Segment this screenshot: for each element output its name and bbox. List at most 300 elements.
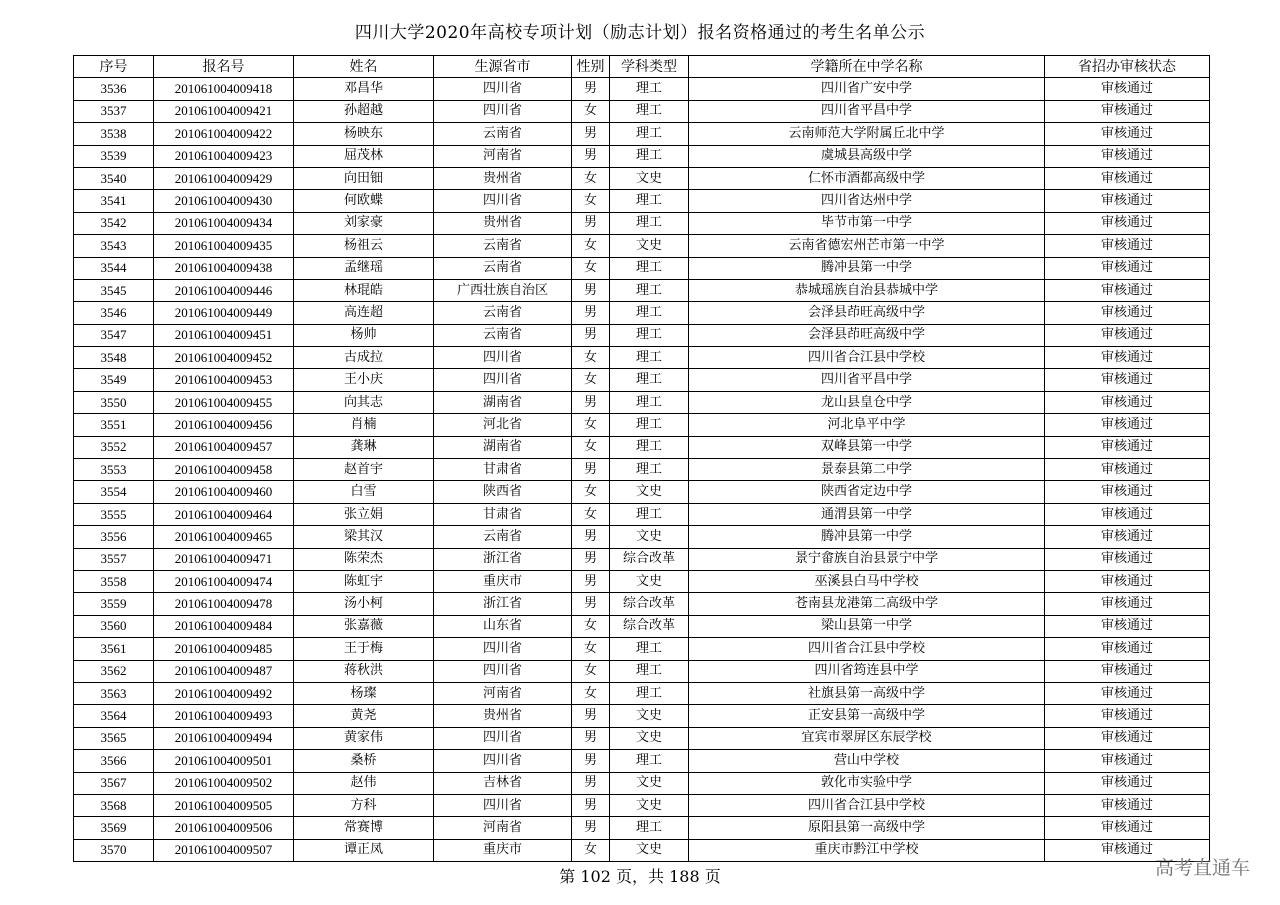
- school-cell: 云南师范大学附属丘北中学: [689, 123, 1045, 145]
- reg-no-cell: 201061004009460: [154, 481, 294, 503]
- reg-no-cell: 201061004009421: [154, 100, 294, 122]
- index-cell: 3551: [74, 414, 154, 436]
- status-cell: 审核通过: [1045, 78, 1210, 100]
- school-cell: 陕西省定边中学: [689, 481, 1045, 503]
- gender-cell: 女: [572, 660, 610, 682]
- school-cell: 毕节市第一中学: [689, 212, 1045, 234]
- reg-no-cell: 201061004009429: [154, 167, 294, 189]
- name-cell: 常赛博: [294, 817, 434, 839]
- reg-no-cell: 201061004009446: [154, 279, 294, 301]
- index-cell: 3539: [74, 145, 154, 167]
- index-cell: 3545: [74, 279, 154, 301]
- school-cell: 巫溪县白马中学校: [689, 570, 1045, 592]
- status-cell: 审核通过: [1045, 727, 1210, 749]
- name-cell: 刘家豪: [294, 212, 434, 234]
- index-cell: 3546: [74, 302, 154, 324]
- table-row: [74, 145, 1210, 167]
- page-title: 四川大学2020年高校专项计划（励志计划）报名资格通过的考生名单公示: [354, 23, 926, 43]
- subject-cell: 文史: [610, 481, 689, 503]
- gender-cell: 女: [572, 503, 610, 525]
- name-cell: 孟继瑶: [294, 257, 434, 279]
- school-cell: 四川省筠连县中学: [689, 660, 1045, 682]
- status-cell: 审核通过: [1045, 145, 1210, 167]
- roster-table: [73, 55, 1210, 862]
- table-body: [74, 78, 1210, 862]
- school-cell: 会泽县茚旺高级中学: [689, 302, 1045, 324]
- subject-cell: 理工: [610, 369, 689, 391]
- province-cell: 云南省: [434, 302, 572, 324]
- school-cell: 正安县第一高级中学: [689, 705, 1045, 727]
- gender-cell: 女: [572, 235, 610, 257]
- school-cell: 通渭县第一中学: [689, 503, 1045, 525]
- subject-cell: 理工: [610, 391, 689, 413]
- name-cell: 白雪: [294, 481, 434, 503]
- header-cell-status: 省招办审核状态: [1045, 56, 1210, 78]
- province-cell: 湖南省: [434, 391, 572, 413]
- header-cell-subject: 学科类型: [610, 56, 689, 78]
- province-cell: 甘肃省: [434, 459, 572, 481]
- school-cell: 梁山县第一中学: [689, 615, 1045, 637]
- subject-cell: 理工: [610, 817, 689, 839]
- gender-cell: 男: [572, 750, 610, 772]
- status-cell: 审核通过: [1045, 839, 1210, 861]
- school-cell: 宜宾市翠屏区东辰学校: [689, 727, 1045, 749]
- name-cell: 孙超越: [294, 100, 434, 122]
- index-cell: 3564: [74, 705, 154, 727]
- reg-no-cell: 201061004009478: [154, 593, 294, 615]
- subject-cell: 理工: [610, 212, 689, 234]
- status-cell: 审核通过: [1045, 347, 1210, 369]
- index-cell: 3565: [74, 727, 154, 749]
- reg-no-cell: 201061004009456: [154, 414, 294, 436]
- index-cell: 3552: [74, 436, 154, 458]
- status-cell: 审核通过: [1045, 459, 1210, 481]
- name-cell: 梁其汉: [294, 526, 434, 548]
- status-cell: 审核通过: [1045, 369, 1210, 391]
- name-cell: 杨帅: [294, 324, 434, 346]
- gender-cell: 女: [572, 414, 610, 436]
- name-cell: 高连超: [294, 302, 434, 324]
- index-cell: 3540: [74, 167, 154, 189]
- table-row: [74, 481, 1210, 503]
- index-cell: 3541: [74, 190, 154, 212]
- status-cell: 审核通过: [1045, 548, 1210, 570]
- header-cell-reg-no: 报名号: [154, 56, 294, 78]
- reg-no-cell: 201061004009501: [154, 750, 294, 772]
- table-row: [74, 660, 1210, 682]
- name-cell: 杨祖云: [294, 235, 434, 257]
- province-cell: 重庆市: [434, 570, 572, 592]
- gender-cell: 男: [572, 324, 610, 346]
- index-cell: 3566: [74, 750, 154, 772]
- subject-cell: 理工: [610, 638, 689, 660]
- status-cell: 审核通过: [1045, 123, 1210, 145]
- gender-cell: 男: [572, 459, 610, 481]
- table-row: [74, 369, 1210, 391]
- table-row: [74, 414, 1210, 436]
- province-cell: 四川省: [434, 660, 572, 682]
- index-cell: 3561: [74, 638, 154, 660]
- reg-no-cell: 201061004009493: [154, 705, 294, 727]
- gender-cell: 女: [572, 369, 610, 391]
- name-cell: 向田钿: [294, 167, 434, 189]
- school-cell: 腾冲县第一中学: [689, 526, 1045, 548]
- reg-no-cell: 201061004009423: [154, 145, 294, 167]
- table-row: [74, 279, 1210, 301]
- status-cell: 审核通过: [1045, 615, 1210, 637]
- subject-cell: 理工: [610, 190, 689, 212]
- index-cell: 3542: [74, 212, 154, 234]
- province-cell: 广西壮族自治区: [434, 279, 572, 301]
- reg-no-cell: 201061004009474: [154, 570, 294, 592]
- name-cell: 陈荣杰: [294, 548, 434, 570]
- index-cell: 3544: [74, 257, 154, 279]
- status-cell: 审核通过: [1045, 100, 1210, 122]
- school-cell: 四川省合江县中学校: [689, 794, 1045, 816]
- province-cell: 浙江省: [434, 548, 572, 570]
- school-cell: 四川省合江县中学校: [689, 638, 1045, 660]
- header-cell-gender: 性别: [572, 56, 610, 78]
- school-cell: 四川省广安中学: [689, 78, 1045, 100]
- province-cell: 四川省: [434, 727, 572, 749]
- reg-no-cell: 201061004009430: [154, 190, 294, 212]
- reg-no-cell: 201061004009458: [154, 459, 294, 481]
- table-row: [74, 212, 1210, 234]
- table-row: [74, 593, 1210, 615]
- reg-no-cell: 201061004009451: [154, 324, 294, 346]
- province-cell: 浙江省: [434, 593, 572, 615]
- index-cell: 3557: [74, 548, 154, 570]
- subject-cell: 文史: [610, 570, 689, 592]
- table-row: [74, 839, 1210, 861]
- gender-cell: 男: [572, 391, 610, 413]
- gender-cell: 男: [572, 302, 610, 324]
- province-cell: 四川省: [434, 638, 572, 660]
- province-cell: 云南省: [434, 123, 572, 145]
- subject-cell: 理工: [610, 100, 689, 122]
- province-cell: 山东省: [434, 615, 572, 637]
- reg-no-cell: 201061004009494: [154, 727, 294, 749]
- table-row: [74, 123, 1210, 145]
- status-cell: 审核通过: [1045, 750, 1210, 772]
- table-row: [74, 548, 1210, 570]
- gender-cell: 男: [572, 212, 610, 234]
- index-cell: 3554: [74, 481, 154, 503]
- name-cell: 陈虹宇: [294, 570, 434, 592]
- status-cell: 审核通过: [1045, 772, 1210, 794]
- province-cell: 云南省: [434, 324, 572, 346]
- table-row: [74, 526, 1210, 548]
- name-cell: 方科: [294, 794, 434, 816]
- index-cell: 3562: [74, 660, 154, 682]
- province-cell: 云南省: [434, 257, 572, 279]
- province-cell: 四川省: [434, 750, 572, 772]
- gender-cell: 女: [572, 638, 610, 660]
- gender-cell: 男: [572, 794, 610, 816]
- name-cell: 汤小柯: [294, 593, 434, 615]
- province-cell: 陕西省: [434, 481, 572, 503]
- name-cell: 龚琳: [294, 436, 434, 458]
- status-cell: 审核通过: [1045, 705, 1210, 727]
- table-row: [74, 302, 1210, 324]
- table-header-row: [74, 56, 1210, 78]
- reg-no-cell: 201061004009465: [154, 526, 294, 548]
- index-cell: 3536: [74, 78, 154, 100]
- name-cell: 杨璨: [294, 682, 434, 704]
- status-cell: 审核通过: [1045, 503, 1210, 525]
- school-cell: 双峰县第一中学: [689, 436, 1045, 458]
- gender-cell: 女: [572, 167, 610, 189]
- status-cell: 审核通过: [1045, 391, 1210, 413]
- school-cell: 原阳县第一高级中学: [689, 817, 1045, 839]
- gender-cell: 男: [572, 78, 610, 100]
- reg-no-cell: 201061004009485: [154, 638, 294, 660]
- gender-cell: 女: [572, 682, 610, 704]
- gender-cell: 女: [572, 347, 610, 369]
- name-cell: 肖楠: [294, 414, 434, 436]
- status-cell: 审核通过: [1045, 526, 1210, 548]
- gender-cell: 男: [572, 145, 610, 167]
- reg-no-cell: 201061004009457: [154, 436, 294, 458]
- subject-cell: 理工: [610, 682, 689, 704]
- school-cell: 四川省平昌中学: [689, 100, 1045, 122]
- name-cell: 王小庆: [294, 369, 434, 391]
- subject-cell: 理工: [610, 123, 689, 145]
- name-cell: 赵首宇: [294, 459, 434, 481]
- reg-no-cell: 201061004009507: [154, 839, 294, 861]
- school-cell: 仁怀市酒都高级中学: [689, 167, 1045, 189]
- status-cell: 审核通过: [1045, 570, 1210, 592]
- gender-cell: 女: [572, 615, 610, 637]
- name-cell: 黄尧: [294, 705, 434, 727]
- province-cell: 河北省: [434, 414, 572, 436]
- status-cell: 审核通过: [1045, 167, 1210, 189]
- school-cell: 会泽县茚旺高级中学: [689, 324, 1045, 346]
- index-cell: 3559: [74, 593, 154, 615]
- index-cell: 3549: [74, 369, 154, 391]
- subject-cell: 理工: [610, 302, 689, 324]
- province-cell: 四川省: [434, 369, 572, 391]
- school-cell: 云南省德宏州芒市第一中学: [689, 235, 1045, 257]
- school-cell: 四川省平昌中学: [689, 369, 1045, 391]
- name-cell: 林琨皓: [294, 279, 434, 301]
- province-cell: 吉林省: [434, 772, 572, 794]
- gender-cell: 女: [572, 436, 610, 458]
- subject-cell: 理工: [610, 78, 689, 100]
- gender-cell: 女: [572, 481, 610, 503]
- table-row: [74, 78, 1210, 100]
- subject-cell: 理工: [610, 660, 689, 682]
- province-cell: 重庆市: [434, 839, 572, 861]
- status-cell: 审核通过: [1045, 212, 1210, 234]
- index-cell: 3550: [74, 391, 154, 413]
- table-row: [74, 817, 1210, 839]
- school-cell: 重庆市黔江中学校: [689, 839, 1045, 861]
- index-cell: 3567: [74, 772, 154, 794]
- index-cell: 3568: [74, 794, 154, 816]
- index-cell: 3537: [74, 100, 154, 122]
- index-cell: 3547: [74, 324, 154, 346]
- name-cell: 张立娟: [294, 503, 434, 525]
- subject-cell: 文史: [610, 794, 689, 816]
- reg-no-cell: 201061004009452: [154, 347, 294, 369]
- name-cell: 黄家伟: [294, 727, 434, 749]
- status-cell: 审核通过: [1045, 682, 1210, 704]
- subject-cell: 理工: [610, 503, 689, 525]
- subject-cell: 理工: [610, 436, 689, 458]
- table-row: [74, 324, 1210, 346]
- province-cell: 四川省: [434, 347, 572, 369]
- table-row: [74, 100, 1210, 122]
- reg-no-cell: 201061004009449: [154, 302, 294, 324]
- reg-no-cell: 201061004009438: [154, 257, 294, 279]
- school-cell: 四川省合江县中学校: [689, 347, 1045, 369]
- status-cell: 审核通过: [1045, 481, 1210, 503]
- header-cell-school: 学籍所在中学名称: [689, 56, 1045, 78]
- table-row: [74, 727, 1210, 749]
- page-number: 第 102 页，共 188 页: [559, 867, 721, 886]
- reg-no-cell: 201061004009464: [154, 503, 294, 525]
- reg-no-cell: 201061004009418: [154, 78, 294, 100]
- school-cell: 景泰县第二中学: [689, 459, 1045, 481]
- table-row: [74, 436, 1210, 458]
- gender-cell: 男: [572, 570, 610, 592]
- province-cell: 四川省: [434, 190, 572, 212]
- reg-no-cell: 201061004009484: [154, 615, 294, 637]
- table-row: [74, 190, 1210, 212]
- name-cell: 古成拉: [294, 347, 434, 369]
- school-cell: 社旗县第一高级中学: [689, 682, 1045, 704]
- status-cell: 审核通过: [1045, 279, 1210, 301]
- subject-cell: 文史: [610, 235, 689, 257]
- index-cell: 3556: [74, 526, 154, 548]
- subject-cell: 理工: [610, 279, 689, 301]
- school-cell: 虞城县高级中学: [689, 145, 1045, 167]
- gender-cell: 男: [572, 548, 610, 570]
- subject-cell: 理工: [610, 750, 689, 772]
- gender-cell: 男: [572, 526, 610, 548]
- status-cell: 审核通过: [1045, 794, 1210, 816]
- status-cell: 审核通过: [1045, 660, 1210, 682]
- name-cell: 向其志: [294, 391, 434, 413]
- reg-no-cell: 201061004009487: [154, 660, 294, 682]
- index-cell: 3553: [74, 459, 154, 481]
- header-cell-index: 序号: [74, 56, 154, 78]
- subject-cell: 文史: [610, 772, 689, 794]
- status-cell: 审核通过: [1045, 257, 1210, 279]
- status-cell: 审核通过: [1045, 593, 1210, 615]
- index-cell: 3569: [74, 817, 154, 839]
- name-cell: 屈茂林: [294, 145, 434, 167]
- subject-cell: 文史: [610, 167, 689, 189]
- reg-no-cell: 201061004009471: [154, 548, 294, 570]
- gender-cell: 男: [572, 123, 610, 145]
- table-row: [74, 638, 1210, 660]
- province-cell: 贵州省: [434, 212, 572, 234]
- subject-cell: 文史: [610, 705, 689, 727]
- subject-cell: 理工: [610, 257, 689, 279]
- province-cell: 湖南省: [434, 436, 572, 458]
- province-cell: 河南省: [434, 145, 572, 167]
- reg-no-cell: 201061004009453: [154, 369, 294, 391]
- subject-cell: 综合改革: [610, 593, 689, 615]
- name-cell: 桑桥: [294, 750, 434, 772]
- name-cell: 张嘉薇: [294, 615, 434, 637]
- subject-cell: 文史: [610, 526, 689, 548]
- table-row: [74, 391, 1210, 413]
- index-cell: 3548: [74, 347, 154, 369]
- subject-cell: 理工: [610, 347, 689, 369]
- subject-cell: 理工: [610, 145, 689, 167]
- name-cell: 赵伟: [294, 772, 434, 794]
- gender-cell: 男: [572, 727, 610, 749]
- status-cell: 审核通过: [1045, 235, 1210, 257]
- index-cell: 3570: [74, 839, 154, 861]
- province-cell: 云南省: [434, 235, 572, 257]
- subject-cell: 文史: [610, 727, 689, 749]
- province-cell: 四川省: [434, 100, 572, 122]
- subject-cell: 文史: [610, 839, 689, 861]
- index-cell: 3538: [74, 123, 154, 145]
- province-cell: 四川省: [434, 78, 572, 100]
- table-row: [74, 794, 1210, 816]
- gender-cell: 男: [572, 279, 610, 301]
- subject-cell: 理工: [610, 414, 689, 436]
- table-row: [74, 682, 1210, 704]
- gender-cell: 女: [572, 257, 610, 279]
- reg-no-cell: 201061004009502: [154, 772, 294, 794]
- reg-no-cell: 201061004009492: [154, 682, 294, 704]
- index-cell: 3560: [74, 615, 154, 637]
- province-cell: 贵州省: [434, 167, 572, 189]
- gender-cell: 女: [572, 190, 610, 212]
- name-cell: 杨映东: [294, 123, 434, 145]
- status-cell: 审核通过: [1045, 302, 1210, 324]
- gender-cell: 女: [572, 100, 610, 122]
- table-row: [74, 570, 1210, 592]
- reg-no-cell: 201061004009505: [154, 794, 294, 816]
- name-cell: 邓昌华: [294, 78, 434, 100]
- table-row: [74, 347, 1210, 369]
- status-cell: 审核通过: [1045, 436, 1210, 458]
- school-cell: 苍南县龙港第二高级中学: [689, 593, 1045, 615]
- reg-no-cell: 201061004009434: [154, 212, 294, 234]
- name-cell: 王于梅: [294, 638, 434, 660]
- gender-cell: 男: [572, 593, 610, 615]
- reg-no-cell: 201061004009455: [154, 391, 294, 413]
- reg-no-cell: 201061004009435: [154, 235, 294, 257]
- school-cell: 四川省达州中学: [689, 190, 1045, 212]
- school-cell: 河北阜平中学: [689, 414, 1045, 436]
- name-cell: 谭正凤: [294, 839, 434, 861]
- table-row: [74, 459, 1210, 481]
- status-cell: 审核通过: [1045, 190, 1210, 212]
- school-cell: 恭城瑶族自治县恭城中学: [689, 279, 1045, 301]
- status-cell: 审核通过: [1045, 638, 1210, 660]
- province-cell: 甘肃省: [434, 503, 572, 525]
- subject-cell: 理工: [610, 324, 689, 346]
- index-cell: 3558: [74, 570, 154, 592]
- reg-no-cell: 201061004009422: [154, 123, 294, 145]
- gender-cell: 女: [572, 839, 610, 861]
- header-cell-name: 姓名: [294, 56, 434, 78]
- table-row: [74, 257, 1210, 279]
- table-row: [74, 235, 1210, 257]
- header-cell-province: 生源省市: [434, 56, 572, 78]
- name-cell: 蒋秋洪: [294, 660, 434, 682]
- subject-cell: 理工: [610, 459, 689, 481]
- status-cell: 审核通过: [1045, 324, 1210, 346]
